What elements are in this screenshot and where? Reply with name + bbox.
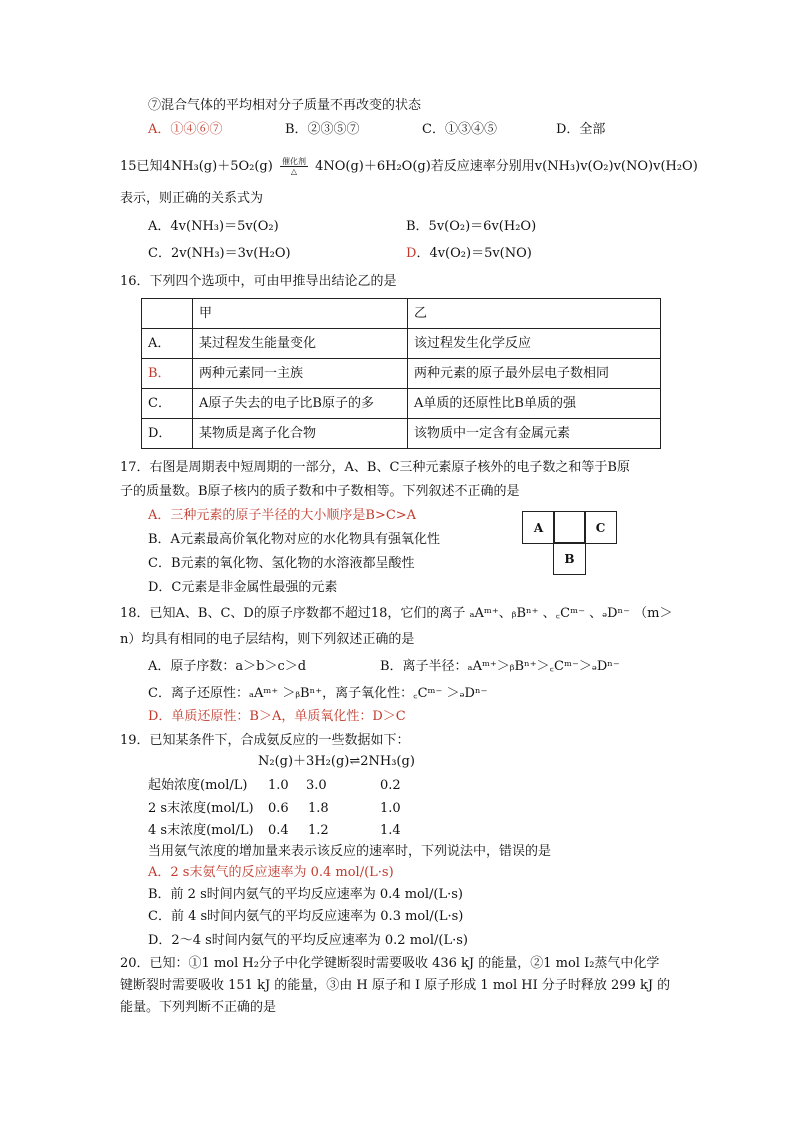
table-row: [142, 389, 661, 419]
heat-symbol: △: [290, 167, 298, 176]
q18-option-d: D．单质还原性：B＞A，单质氧化性：D＞C: [148, 709, 406, 724]
q20-line3: 能量。下列判断不正确的是: [120, 1000, 277, 1015]
periodic-cell-empty: [553, 511, 586, 544]
q15-stem-right: 4NO(g)＋6H₂O(g)若反应速率分别用v(NH₃)v(O₂)v(NO)v(H₂O): [315, 159, 698, 174]
q18-stem-line2: n）均具有相同的电子层结构，则下列叙述正确的是: [120, 632, 415, 647]
q14-option-a: A．①④⑥⑦: [148, 122, 223, 137]
nh3-value: 1.0: [380, 801, 401, 816]
q19-data-row: [148, 822, 548, 840]
table-cell: D．: [142, 419, 193, 449]
q17-option-c: C．B元素的氧化物、氢化物的水溶液都呈酸性: [148, 556, 415, 571]
q16-table: [141, 298, 661, 449]
q17-option-b: B．A元素最高价氧化物对应的水化物具有强氧化性: [148, 532, 440, 547]
table-cell: 该过程发生化学反应: [408, 329, 661, 359]
q15-option-a: A．4v(NH₃)＝5v(O₂): [148, 219, 279, 234]
n2-value: 1.0: [268, 778, 289, 793]
q14-option-c: C．①③④⑤: [422, 122, 497, 137]
q15-stem: [120, 157, 698, 176]
nh3-value: 0.2: [380, 778, 401, 793]
h2-value: 1.8: [308, 801, 329, 816]
table-header-cell: [142, 299, 193, 329]
table-cell: A．: [142, 329, 193, 359]
h2-value: 3.0: [306, 778, 327, 793]
n2-value: 0.6: [268, 801, 289, 816]
q15-option-b: B．5v(O₂)＝6v(H₂O): [406, 219, 537, 234]
periodic-cell-b: B: [553, 542, 586, 575]
q18-option-b: B．离子半径：ₐAᵐ⁺＞ᵦBⁿ⁺＞꜀Cᵐ⁻＞ₔDⁿ⁻: [380, 659, 620, 674]
q14-option-d: D．全部: [556, 122, 606, 137]
n2-value: 0.4: [268, 823, 289, 838]
h2-value: 1.2: [308, 823, 329, 838]
q14-item7: ⑦混合气体的平均相对分子质量不再改变的状态: [148, 98, 422, 113]
q16-stem: 16．下列四个选项中，可由甲推导出结论乙的是: [120, 274, 397, 289]
row-label: 4 s末浓度(mol/L): [148, 823, 254, 838]
table-header-row: [142, 299, 661, 329]
q19-option-c: C．前 4 s时间内氨气的平均反应速率为 0.3 mol/(L·s): [148, 909, 464, 924]
periodic-cell-c: C: [584, 511, 617, 544]
q20-line2: 键断裂时需要吸收 151 kJ 的能量，③由 H 原子和 I 原子形成 1 mol HI 分子时释放 299 kJ 的: [120, 978, 671, 993]
q17-option-d: D．C元素是非金属性最强的元素: [148, 580, 338, 595]
q17-option-a: A．三种元素的原子半径的大小顺序是B>C>A: [148, 508, 417, 523]
q19-stem: 19．已知某条件下，合成氨反应的一些数据如下：: [120, 733, 410, 748]
q17-stem-line2: 子的质量数。B原子核内的质子数和中子数相等。下列叙述不正确的是: [120, 484, 520, 499]
q18-option-a: A．原子序数：a＞b＞c＞d: [148, 659, 307, 674]
table-cell: 两种元素的原子最外层电子数相同: [408, 359, 661, 389]
row-label: 起始浓度(mol/L): [148, 778, 248, 793]
q15-option-d: D．4v(O₂)＝5v(NO): [406, 246, 532, 261]
q15-option-c: C．2v(NH₃)＝3v(H₂O): [148, 246, 291, 261]
table-cell: A原子失去的电子比B原子的多: [193, 389, 408, 419]
q18-stem-line1: 18．已知A、B、C、D的原子序数都不超过18，它们的离子 ₐAᵐ⁺、ᵦBⁿ⁺ 、꜀Cᵐ⁻ 、ₔDⁿ⁻ （m＞: [120, 606, 673, 621]
table-header-cell: 乙: [408, 299, 661, 329]
table-header-cell: 甲: [193, 299, 408, 329]
q19-option-b: B．前 2 s时间内氨气的平均反应速率为 0.4 mol/(L·s): [148, 887, 463, 902]
q15-stem-line2: 表示，则正确的关系式为: [120, 191, 264, 206]
q18-option-c: C．离子还原性：ₐAᵐ⁺ ＞ᵦBⁿ⁺，离子氧化性：꜀Cᵐ⁻ ＞ₔDⁿ⁻: [148, 686, 488, 701]
q19-data-row: [148, 777, 548, 795]
table-cell: B．: [142, 359, 193, 389]
q19-data-row: [148, 800, 548, 818]
table-cell: 某过程发生能量变化: [193, 329, 408, 359]
table-cell: 某物质是离子化合物: [193, 419, 408, 449]
q19-question: 当用氨气浓度的增加量来表示该反应的速率时，下列说法中，错误的是: [148, 844, 552, 859]
q19-option-a: A．2 s末氨气的反应速率为 0.4 mol/(L·s): [148, 865, 394, 880]
periodic-cell-a: A: [522, 511, 555, 544]
q15-stem-left: 15已知4NH₃(g)＋5O₂(g): [120, 159, 273, 174]
q19-option-d: D．2～4 s时间内氨气的平均反应速率为 0.2 mol/(L·s): [148, 933, 468, 948]
table-cell: 该物质中一定含有金属元素: [408, 419, 661, 449]
table-cell: A单质的还原性比B单质的强: [408, 389, 661, 419]
table-row: [142, 329, 661, 359]
q17-stem-line1: 17．右图是周期表中短周期的一部分，A、B、C三种元素原子核外的电子数之和等于B原: [120, 460, 630, 475]
table-cell: 两种元素同一主族: [193, 359, 408, 389]
table-cell: C．: [142, 389, 193, 419]
q19-reaction: N₂(g)＋3H₂(g)⇌2NH₃(g): [258, 754, 415, 769]
row-label: 2 s末浓度(mol/L): [148, 801, 254, 816]
catalyst-label: 催化剂: [281, 157, 306, 166]
nh3-value: 1.4: [380, 823, 401, 838]
q20-line1: 20．已知：①1 mol H₂分子中化学键断裂时需要吸收 436 kJ 的能量，②1 mol I₂蒸气中化学: [120, 956, 660, 971]
table-row: [142, 419, 661, 449]
table-row: [142, 359, 661, 389]
q14-option-b: B．②③⑤⑦: [285, 122, 360, 137]
catalyst-arrow: [280, 157, 308, 176]
